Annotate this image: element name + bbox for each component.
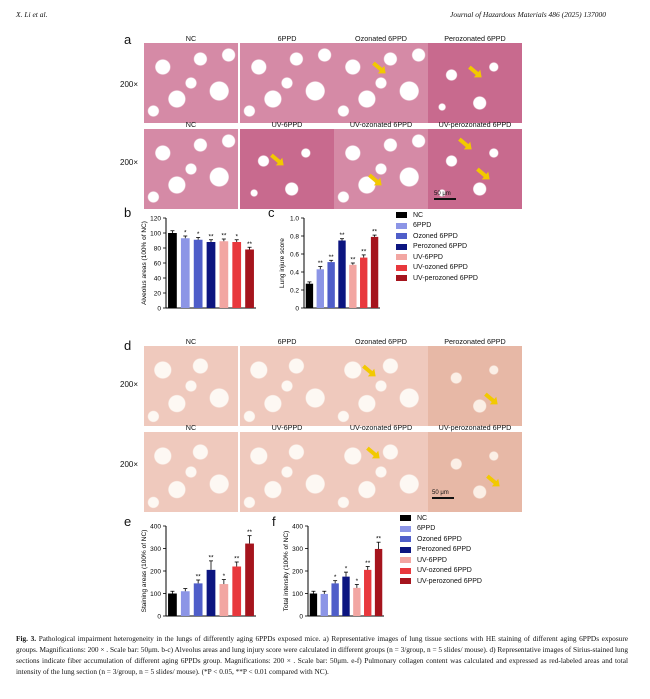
significance-label: * <box>184 229 187 237</box>
significance-label: ** <box>328 253 334 261</box>
chart-f <box>278 518 388 628</box>
magnification-a-row1: 200× <box>120 80 139 89</box>
y-tick-label: 0 <box>299 613 303 621</box>
bar <box>364 570 371 616</box>
legend-swatch <box>396 223 407 229</box>
significance-label: ** <box>247 529 253 537</box>
micrograph-sr-ozonated <box>334 346 428 426</box>
bar <box>219 584 228 616</box>
legend-label: UV-ozoned 6PPD <box>417 567 472 575</box>
y-tick-label: 20 <box>153 290 161 298</box>
bar <box>327 262 334 308</box>
magnification-a-row2: 200× <box>120 158 139 167</box>
legend-label: Perozoned 6PPD <box>413 243 468 251</box>
caption-label: Fig. 3. <box>16 634 37 643</box>
y-tick-label: 0 <box>157 305 161 313</box>
significance-label: ** <box>339 232 345 240</box>
legend-bottom <box>400 513 482 587</box>
significance-label: ** <box>247 240 253 248</box>
col-label-d-2: 6PPD <box>277 337 297 346</box>
y-axis-label: Staining areas (100% of NC) <box>141 529 148 613</box>
y-tick-label: 100 <box>150 230 161 238</box>
legend-item <box>396 210 478 221</box>
y-tick-label: 100 <box>150 591 161 598</box>
bar <box>219 241 228 308</box>
legend-swatch <box>396 212 407 218</box>
legend-item <box>400 524 482 535</box>
bar <box>245 544 254 616</box>
bar <box>194 583 203 616</box>
bar <box>168 233 177 308</box>
legend-label: NC <box>417 514 428 522</box>
micrograph-he-nc-2 <box>144 129 238 209</box>
magnification-d-row1: 200× <box>120 380 139 389</box>
y-tick-label: 400 <box>292 523 303 531</box>
micrograph-he-perozonated <box>428 43 522 123</box>
legend-label: Ozoned 6PPD <box>417 535 462 543</box>
y-tick-label: 0.2 <box>289 287 299 295</box>
bar <box>353 588 360 616</box>
significance-label: * <box>344 565 348 573</box>
legend-swatch <box>400 578 411 584</box>
panel-letter-a: a <box>124 32 132 47</box>
bar <box>375 549 382 616</box>
legend-item <box>400 566 482 577</box>
arrow-icon <box>270 154 282 165</box>
significance-label: ** <box>234 555 240 563</box>
legend-label: UV-6PPD <box>417 556 447 564</box>
micrograph-sr-uvperozonated <box>428 432 522 512</box>
bar <box>181 591 190 616</box>
significance-label: * <box>222 573 226 581</box>
col-label-d-6: UV-6PPD <box>271 423 303 432</box>
col-label-d-5: NC <box>185 423 197 432</box>
chart-e <box>130 518 260 628</box>
legend-label: 6PPD <box>417 525 436 533</box>
legend-item <box>400 534 482 545</box>
legend-label: UV-ozoned 6PPD <box>413 264 468 272</box>
legend-item <box>396 273 478 284</box>
bar <box>168 594 177 617</box>
y-tick-label: 0.8 <box>289 233 299 241</box>
col-label-a-4: Perozonated 6PPD <box>444 34 506 43</box>
significance-label: ** <box>195 573 201 581</box>
significance-label: ** <box>361 248 367 256</box>
legend-item <box>396 221 478 232</box>
y-tick-label: 1.0 <box>289 215 299 223</box>
micrograph-he-uv6ppd <box>240 129 334 209</box>
bar <box>310 594 317 617</box>
legend-swatch <box>400 568 411 574</box>
micrograph-he-6ppd <box>240 43 334 123</box>
legend-label: UV-perozoned 6PPD <box>413 274 478 282</box>
legend-top <box>396 210 478 284</box>
bar <box>306 284 313 308</box>
y-tick-label: 0 <box>157 613 161 621</box>
legend-swatch <box>396 275 407 281</box>
significance-label: * <box>235 233 238 241</box>
significance-label: ** <box>372 228 378 236</box>
figure-caption <box>16 633 628 677</box>
col-label-d-7: UV-ozonated 6PPD <box>349 423 413 432</box>
y-tick-label: 0.4 <box>289 269 299 277</box>
panel-letter-d: d <box>124 338 132 353</box>
bar <box>207 242 216 308</box>
panel-letter-c: c <box>268 205 275 220</box>
bar <box>245 250 254 309</box>
legend-item <box>396 263 478 274</box>
y-tick-label: 200 <box>292 568 303 576</box>
significance-label: * <box>333 574 337 582</box>
legend-label: Ozoned 6PPD <box>413 232 458 240</box>
y-tick-label: 60 <box>153 260 161 268</box>
micrograph-he-uvperozonated <box>428 129 522 209</box>
arrow-icon <box>366 447 378 458</box>
running-header-journal: Journal of Hazardous Materials 486 (2025) 137000 <box>450 10 606 19</box>
significance-label: * <box>355 578 359 585</box>
scale-bar-a <box>434 191 456 200</box>
y-axis-label: Alveolus areas (100% of NC) <box>141 221 148 305</box>
legend-label: UV-6PPD <box>413 253 443 261</box>
arrow-icon <box>368 174 380 185</box>
panel-letter-e: e <box>124 514 132 529</box>
y-tick-label: 0 <box>295 305 299 313</box>
panel-letter-b: b <box>124 205 132 220</box>
legend-item <box>396 231 478 242</box>
chart-c <box>274 210 384 320</box>
significance-label: ** <box>376 535 382 543</box>
significance-label: ** <box>221 232 227 240</box>
col-label-d-8: UV-perozonated 6PPD <box>438 423 512 432</box>
arrow-icon <box>484 393 496 404</box>
significance-label: ** <box>350 256 356 264</box>
bar <box>342 577 349 616</box>
arrow-icon <box>486 475 498 486</box>
y-tick-label: 40 <box>153 275 161 283</box>
bar <box>338 241 345 309</box>
significance-label: ** <box>208 554 214 562</box>
arrow-icon <box>476 168 488 179</box>
significance-label: ** <box>208 233 214 241</box>
y-tick-label: 100 <box>292 591 303 598</box>
bar <box>360 258 367 308</box>
y-tick-label: 0.6 <box>289 251 299 259</box>
micrograph-sr-nc <box>144 346 238 426</box>
significance-label: ** <box>317 260 323 268</box>
legend-item <box>400 555 482 566</box>
micrograph-he-nc <box>144 43 238 123</box>
col-label-d-1: NC <box>185 337 197 346</box>
scale-bar-d <box>432 490 454 499</box>
running-header-author: X. Li et al. <box>16 10 48 19</box>
legend-item <box>400 513 482 524</box>
micrograph-he-uvozonated <box>334 129 428 209</box>
legend-swatch <box>400 526 411 532</box>
micrograph-sr-perozonated <box>428 346 522 426</box>
legend-item <box>400 545 482 556</box>
legend-label: NC <box>413 211 424 219</box>
bar <box>317 269 324 308</box>
legend-swatch <box>396 244 407 250</box>
legend-label: Perozoned 6PPD <box>417 546 472 554</box>
legend-label: UV-perozoned 6PPD <box>417 577 482 585</box>
y-tick-label: 300 <box>150 546 161 553</box>
magnification-d-row2: 200× <box>120 460 139 469</box>
micrograph-he-ozonated <box>334 43 428 123</box>
arrow-icon <box>458 138 470 149</box>
y-tick-label: 200 <box>150 568 161 576</box>
legend-swatch <box>400 515 411 521</box>
bar <box>207 570 216 616</box>
col-label-a-3: Ozonated 6PPD <box>355 34 407 43</box>
arrow-icon <box>468 66 480 77</box>
bar <box>194 240 203 308</box>
y-axis-label: Lung injure score <box>279 238 286 288</box>
col-label-a-7: UV-ozonated 6PPD <box>349 120 413 129</box>
bar <box>232 242 241 308</box>
significance-label: * <box>196 231 200 238</box>
y-tick-label: 120 <box>150 215 161 223</box>
col-label-a-2: 6PPD <box>277 34 297 43</box>
col-label-a-6: UV-6PPD <box>271 120 303 129</box>
chart-b <box>130 210 260 320</box>
bar <box>331 583 338 616</box>
bar <box>321 594 328 616</box>
caption-text: Pathological impairment heterogeneity in the lungs of differently aging 6PPDs exposed mice. a) Representative images of lung tissue sections with HE staining of different aging 6PPDs exposure groups. Magnifications: 200 × . Scale bar: 50μm. b-c) Alveolus areas and lung injury score were calculated in different groups (n = 3/group, n = 5 slides/ mouse). d) Representative images of Sirius-stained lung sections indicate fiber accumulation of different aging 6PPDs group. Magnifications: 200 × . Scale bar: 50μm. e-f) Pulmonary collagen content was calculated and expressed as red-labeled areas and total intensity of the lung section (n = 3/group, n = 5 slides/ mouse). (*P < 0.05, **P < 0.01 compared with NC). <box>16 634 628 676</box>
bar <box>181 238 190 308</box>
arrow-icon <box>362 365 374 376</box>
y-tick-label: 80 <box>153 245 161 253</box>
bar <box>349 265 356 308</box>
micrograph-sr-uv6ppd <box>240 432 334 512</box>
arrow-icon <box>372 62 384 73</box>
bar <box>371 237 378 308</box>
legend-swatch <box>396 254 407 260</box>
scale-bar-label: 50 μm <box>434 191 451 197</box>
col-label-a-5: NC <box>185 120 197 129</box>
micrograph-sr-nc-2 <box>144 432 238 512</box>
panel-letter-f: f <box>272 514 276 529</box>
y-tick-label: 300 <box>292 546 303 553</box>
micrograph-sr-uvozonated <box>334 432 428 512</box>
legend-label: 6PPD <box>413 222 432 230</box>
legend-item <box>396 242 478 253</box>
legend-swatch <box>396 265 407 271</box>
col-label-d-3: Ozonated 6PPD <box>355 337 407 346</box>
legend-swatch <box>400 557 411 563</box>
micrograph-sr-6ppd <box>240 346 334 426</box>
significance-label: ** <box>365 560 371 567</box>
bar <box>232 567 241 617</box>
y-tick-label: 400 <box>150 523 161 531</box>
col-label-d-4: Perozonated 6PPD <box>444 337 506 346</box>
scale-bar-label: 50 μm <box>432 490 449 496</box>
y-axis-label: Total intensity (100% of NC) <box>283 530 290 612</box>
legend-swatch <box>396 233 407 239</box>
col-label-a-1: NC <box>185 34 197 43</box>
legend-item <box>400 576 482 587</box>
legend-swatch <box>400 536 411 542</box>
legend-item <box>396 252 478 263</box>
legend-swatch <box>400 547 411 553</box>
col-label-a-8: UV-perozonated 6PPD <box>438 120 512 129</box>
